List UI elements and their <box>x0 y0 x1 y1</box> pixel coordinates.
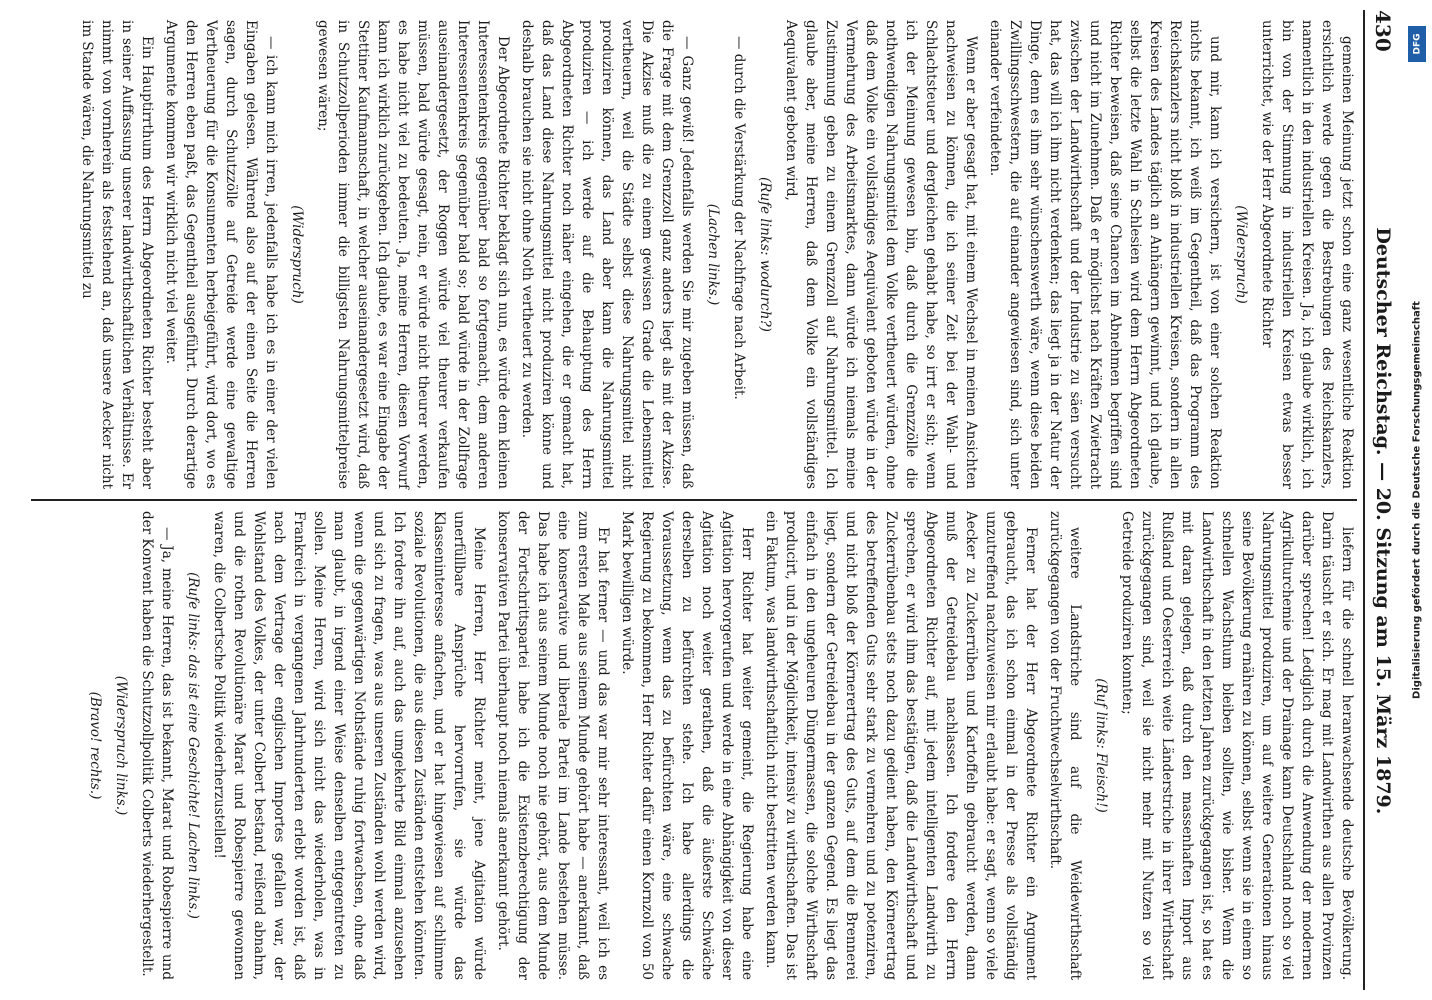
column-right <box>31 501 1357 990</box>
note: (Lachen links.) <box>705 203 721 306</box>
paragraph: liefern für die schnell heranwachsende deutsche Bevölkerung. Darin täuscht er sich. Er mag mit Landwirthen aus allen Provinzen darüber sprechen! Lediglich durch die Anwendung der modernen Agrikulturchemie und der Drainage kann Deutschland noch so viel Nahrungsmittel produziren, um auf weitere Generationen hinaus seine Bevölkerung ernähren zu können, selbst wenn sie in einem so schnellen Wachsthum bleiben sollten, wie bisher. Wenn die Landwirthschaft in den letzten Jahren zurückgegangen ist, so hat es mit daran gelegen, daß durch den massenhaften Import aus Rußland und Oesterreich weite Länderstriche in ihrer Wirthschaft zurückgegangen sind, weil sie nicht mehr mit Nutzen so viel Getreide produziren konnten; <box>1119 511 1355 980</box>
paragraph: — ich kann mich irren, jedenfalls habe ich es in einer der vielen Eingaben gelesen. Während also auf der einen Seite die Herren sagen, durch Schutzzölle auf Getreide werde eine gewaltige Vertheuerung für die Konsumenten herbeigeführt, wird dort, wo es den Herren eben paßt, das Gegentheil ausgeführt. Durch derartige Argumente kommen wir wirklich nicht viel weiter. <box>163 20 279 489</box>
note: (Widerspruch) <box>1233 205 1249 304</box>
paragraph: und mir, kann ich versichern, ist von einer solchen Reaktion nichts bekannt, ich weiß im Gegentheil, daß das Programm des Reichskanzlers nicht bloß in industriellen Kreisen, sondern in allen Kreisen des Landes täglich an Anhängern gewinnt, und ich glaube, selbst die letzte Wahl in Schlesien wird dem Herrn Abgeordneten Richter beweisen, daß seine Chancen im Abnehmen begriffen sind und nicht im Zunehmen. Daß er möglichst nach Kräften Zwietracht zwischen der Landwirthschaft und der Industrie zu säen versucht hat, das will ich ihm nicht verdenken; das liegt ja in der Natur der Dinge, denn es ihm sehr wünschenswerth wäre, wenn diese beiden Zwillingsschwestern, die auf einander angewiesen sind, sich unter einander verfeindeten. <box>987 20 1223 489</box>
paragraph: Wenn er aber gesagt hat, mit einem Wechsel in meinen Ansichten nachweisen zu können, die ich seiner Zeit bei der Wahl- und Schlachtsteuer und dergleichen gehabt habe, so irrt er sich; wenn ich der Meinung gewesen bin, daß durch die Grenzzölle die nothwendigen Nahrungsmittel dem Volke vertheuert würden, ohne daß dem Volke ein vollständiges Aequivalent geboten würde in der Vermehrung des Arbeitsmarktes, dann würde ich niemals meine Zustimmung geben zu einem Grenzzoll auf Nahrungsmittel. Ich glaube aber, meine Herren, daß dem Volke ein vollständiges Aequivalent geboten wird, <box>783 20 979 489</box>
paragraph: — Ganz gewiß! Jedenfalls werden Sie mir zugeben müssen, daß die Frage mit dem Grenzzoll ganz anders liegt als mit der Akzise. Die Akzise muß die zu einem gewissen Grade die Lebensmittel vertheuern, weil die Städte selbst diese Nahrungsmittel nicht produziren können, das Land aber kann die Nahrungsmittel produziren — ich werde auf die Behauptung des Herrn Abgeordneten Richter noch näher eingehen, die er gemacht hat, daß das Land diese Nahrungsmittel nicht produziren könne und deshalb brauchen sie nicht ohne Noth vertheuert zu werden. <box>519 20 695 489</box>
note: (Ruf links: Fleisch!) <box>1093 678 1109 813</box>
dfg-logo: DFG <box>1408 26 1426 62</box>
note: (Rufe links: wodurch?) <box>757 177 773 332</box>
paragraph: — durch die Verstärkung der Nachfrage nach Arbeit. <box>731 36 747 400</box>
paragraph: Er hat ferner — und das war mir sehr interessant, weil ich es zum ersten Male aus seinem Munde gehört habe — anerkannt, daß eine konservative und liberale Partei im Lande bestehen müsse. Das habe ich aus seinem Munde noch nie gehört, aus dem Munde der Fortschrittspartei habe ich die Existenzberechtigung der konservativen Partei überhaupt noch niemals anerkannt gehört. <box>495 511 611 980</box>
paragraph: Meine Herren, Herr Richter meint, jene Agitation würde unerfüllbare Ansprüche hervorrufen, sie würde das Klasseninteresse anfachen, und er hat hingewiesen auf schlimme soziale Revolutionen, die aus diesen Zuständen entstehen könnten. Ich fordere ihn auf, auch das umgekehrte Bild einmal anzusehen und sich zu fragen, was aus unseren Zuständen wohl werden wird, wenn die gegenwärtigen Nothstände ruhig fortwachsen, ohne daß man glaubt, in irgend einer Weise denselben entgegentreten zu sollen. Meine Herren, wird sich nicht das wiederholen, was in Frankreich in vergangenen Jahrhunderten erlebt worden ist, daß nach dem Vertrage der englischen Importes gefallen war, der Wohlstand des Volkes, der unter Colbert bestand, reißend abnahm, und die rothen Revolutionäre Marat und Robespierre gewonnen waren, die Colbertsche Politik wiederherzustellen! <box>211 511 487 980</box>
paragraph: gemeinen Meinung jetzt schon eine ganz wesentliche Reaktion ersichtlich werde gegen die Bestrebungen des Reichskanzlers, namentlich in den industriellen Kreisen. Ja, ich glaube wirklich, ich bin von der Stimmung in industriellen Kreisen etwas besser unterrichtet, wie der Herr Abgeordnete Richter <box>1259 20 1355 489</box>
note: (Widerspruch) <box>289 205 305 304</box>
paragraph: weitere Landstriche sind auf die Weidewirthschaft zurückgegangen von der Fruchtwechselwirthschaft. <box>1047 511 1083 980</box>
column-left <box>31 10 1357 499</box>
paragraph: — Ja, meine Herren, das ist bekannt, Marat und Robespierre und der Konvent haben die Schutzzollpolitik Colberts wiederhergestellt. <box>139 511 175 980</box>
text-columns <box>31 10 1357 990</box>
page-header <box>1363 10 1401 990</box>
note: (Bravo! rechts.) <box>87 691 103 800</box>
paragraph: Ein Hauptirrthum des Herrn Abgeordneten Richter besteht aber in seiner Auffassung unserer landwirthschaftlichen Verhältnisse. Er nimmt von vornherein als feststehend an, daß unsere Aecker nicht im Stande wären, die Nahrungsmittel zu <box>79 20 155 489</box>
paragraph: Der Abgeordnete Richter beklagt sich nun, es würde dem kleinen Interessentenkreis gegenüber bald so fortgemacht, dem anderen Interessentenkreis gegenüber bald so; bald würde in der Zollfrage auseinandergesetzt, der Roggen würde viel theurer verkaufen müssen, bald würde gesagt, nein, er würde nicht theurer werden, es habe nicht viel zu bedeuten. Ja, meine Herren, diesen Vorwurf kann ich wirklich zurückgeben. Ich glaube, es war eine Eingabe der Stettiner Kaufmannschaft, in welcher auseinandergesetzt wird, daß in Schutzzollperioden immer die billigsten Nahrungsmittelpreise gewesen wären; <box>315 20 511 489</box>
rotated-page <box>31 10 1401 990</box>
note: (Rufe links: das ist eine Geschichte! Lachen links.) <box>185 572 201 919</box>
note: (Widerspruch links.) <box>113 675 129 816</box>
digitization-credit <box>1404 20 1430 980</box>
running-title: Deutscher Reichstag. — 20. Sitzung am 15. März 1879. <box>1372 227 1394 815</box>
paragraph: Ferner hat der Herr Abgeordnete Richter ein Argument gebraucht, das ich schon einmal in der Presse als vollständig unzutreffend nachzuweisen mir erlaubt habe: er sagt, wenn so viele Aecker zu Zuckerrüben und Kartoffeln gebraucht werden, dann muß der Getreidebau nachlassen. Ich fordere den Herrn Abgeordneten Richter auf, mit jedem intelligenten Landwirth zu sprechen, er wird ihm das bestätigen, daß die Landwirthschaft und Zuckerrübenbau stets noch dazu gedient haben, den Körnerertrag des betreffenden Guts sehr stark zu vermehren und zu potenziren, und nicht bloß der Körnerertrag des Guts, auf dem die Brennerei liegt, sondern der Getreidebau in der ganzen Gegend. Es liegt das einfach in den ungeheuren Düngermassen, die solche Wirthschaft producirt, und in der Möglichkeit, intensiv zu wirthschaften. Das ist ein Faktum, was landwirthschaftlich nicht bestritten werden kann. <box>763 511 1039 980</box>
paragraph: Herr Richter hat weiter gemeint, die Regierung habe eine Agitation hervorgerufen und werde in eine Abhängigkeit von dieser Agitation noch weiter gerathen, daß die äußerste Schwäche derselben zu befürchten stehe. Ich habe allerdings die Voraussetzung, wenn das zu befürchten wäre, eine schwache Regierung zu bekommen, Herr Richter dafür einen Kornzoll von 50 Mark bewilligen würde. <box>619 511 755 980</box>
credit-text: Digitalisierung gefördert durch die Deutsche Forschungsgemeinschaft <box>1411 301 1423 699</box>
page-number: 430 <box>1371 10 1395 52</box>
